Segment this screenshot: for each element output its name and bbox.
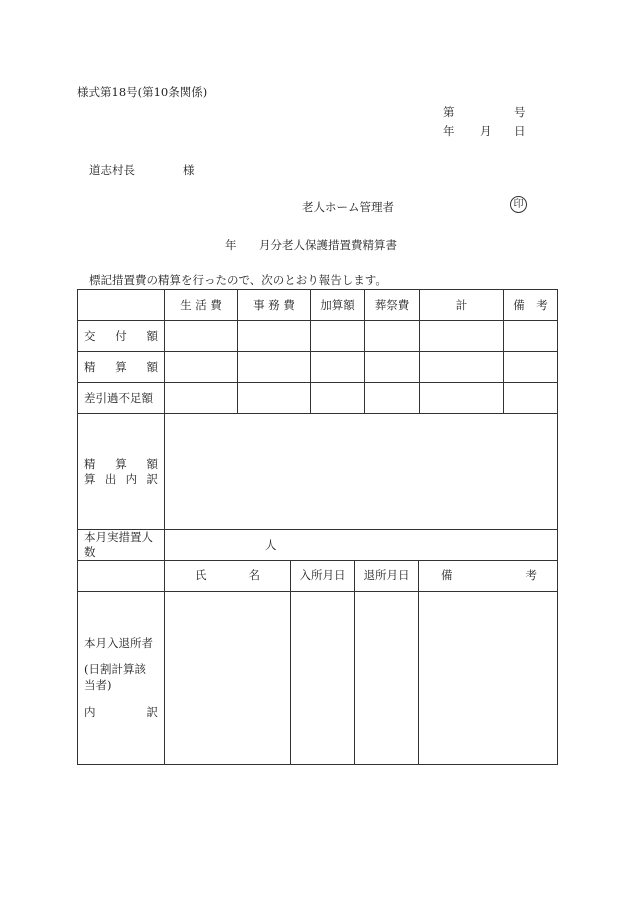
cell-empty <box>365 383 420 414</box>
label-char: 算 <box>115 360 127 374</box>
corner-cell <box>78 290 165 321</box>
cell-empty <box>420 352 504 383</box>
breakdown-row <box>78 414 558 530</box>
row-label-settled <box>78 352 165 383</box>
admission-label <box>78 591 165 764</box>
label-char: 額 <box>146 329 158 343</box>
header-remarks: 備 考 <box>504 290 558 321</box>
header-name-right: 名 <box>248 568 260 583</box>
header-name <box>165 560 291 591</box>
doc-number-suffix: 号 <box>514 105 526 119</box>
cell-empty <box>165 591 291 764</box>
admission-label-line4 <box>84 705 158 720</box>
cell-empty <box>504 383 558 414</box>
label-char: 訳 <box>146 705 158 719</box>
admission-label-line3: 当者) <box>84 678 112 692</box>
header-remarks-right: 考 <box>525 568 537 583</box>
label-char: 算 <box>84 471 96 486</box>
cell-empty <box>419 591 558 764</box>
cell-empty <box>238 321 311 352</box>
date-month: 月 <box>480 124 492 138</box>
admission-label-line1: 本月入退所者 <box>84 636 153 650</box>
monthly-count-label-line1: 本月実措置人 <box>84 530 153 544</box>
label-char: 算 <box>115 456 127 471</box>
row-label-granted <box>78 321 165 352</box>
label-char: 交 <box>84 329 96 343</box>
monthly-count-label-line2: 数 <box>84 545 96 559</box>
cell-empty <box>365 352 420 383</box>
monthly-count-value <box>165 530 558 561</box>
corner-cell <box>78 560 165 591</box>
cell-empty <box>238 352 311 383</box>
cell-empty <box>311 383 365 414</box>
breakdown-area <box>165 414 558 530</box>
cell-empty <box>504 321 558 352</box>
label-char: 内 <box>84 705 96 719</box>
header-funeral-cost: 葬祭費 <box>365 290 420 321</box>
admission-header-row <box>78 560 558 591</box>
cell-empty <box>311 352 365 383</box>
cell-empty <box>238 383 311 414</box>
label-char: 内 <box>125 471 138 486</box>
row-label-difference: 差引過不足額 <box>78 383 165 414</box>
table-row <box>78 321 558 352</box>
table-row <box>78 352 558 383</box>
header-living-cost: 生 活 費 <box>165 290 238 321</box>
document-title: 月分老人保護措置費精算書 <box>259 238 397 252</box>
admission-label-line2: (日割計算該 <box>84 662 146 676</box>
addressee-name: 道志村長 <box>89 163 135 177</box>
cell-empty <box>365 321 420 352</box>
table-row <box>78 383 558 414</box>
cell-empty <box>355 591 419 764</box>
label-char: 精 <box>84 360 96 374</box>
monthly-count-unit: 人 <box>265 538 277 552</box>
header-admission-date: 入所月日 <box>291 560 355 591</box>
admission-table <box>77 560 558 765</box>
date-day: 日 <box>514 124 526 138</box>
label-char: 出 <box>104 471 117 486</box>
cell-empty <box>165 352 238 383</box>
breakdown-label <box>78 414 165 530</box>
label-char: 精 <box>84 456 96 471</box>
header-name-left: 氏 <box>195 568 207 583</box>
label-char: 額 <box>146 360 158 374</box>
intro-text: 標記措置費の精算を行ったので、次のとおり報告します。 <box>89 273 387 287</box>
label-char: 付 <box>115 329 127 343</box>
settlement-header-row <box>78 290 558 321</box>
cell-empty <box>291 591 355 764</box>
cell-empty <box>165 321 238 352</box>
header-office-cost: 事 務 費 <box>238 290 311 321</box>
cell-empty <box>420 383 504 414</box>
monthly-count-row <box>78 530 558 561</box>
addressee-honorific: 様 <box>183 163 195 177</box>
doc-number-prefix: 第 <box>443 105 455 119</box>
monthly-count-label <box>78 530 165 561</box>
date-year: 年 <box>443 124 455 138</box>
cell-empty <box>420 321 504 352</box>
label-char: 額 <box>146 456 158 471</box>
label-char: 訳 <box>146 471 158 486</box>
cell-empty <box>311 321 365 352</box>
header-addition: 加算額 <box>311 290 365 321</box>
header-discharge-date: 退所月日 <box>355 560 419 591</box>
cell-empty <box>504 352 558 383</box>
header-total: 計 <box>420 290 504 321</box>
cell-empty <box>165 383 238 414</box>
sender-title: 老人ホーム管理者 <box>302 200 394 214</box>
header-remarks-left: 備 <box>441 568 453 583</box>
form-number: 様式第18号(第10条関係) <box>77 85 208 99</box>
header-remarks <box>419 560 558 591</box>
settlement-table <box>77 289 558 561</box>
admission-body-row <box>78 591 558 764</box>
seal-mark: 印 <box>510 196 527 213</box>
title-year: 年 <box>225 238 237 252</box>
